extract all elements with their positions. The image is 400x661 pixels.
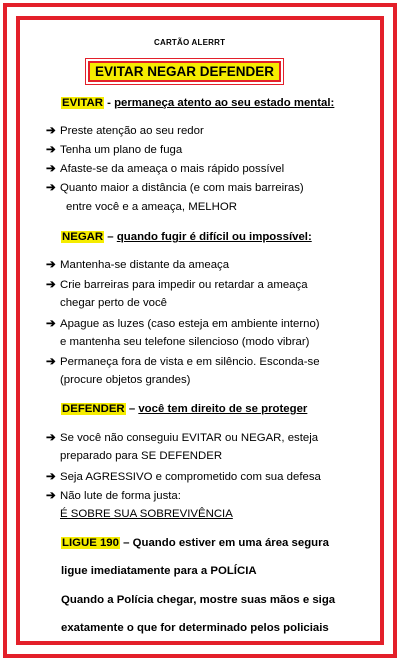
section-defender-heading xyxy=(61,403,307,415)
negar-desc: quando fugir é difícil ou impossível: xyxy=(116,231,312,243)
list-item-continuation: entre você e a ameaça, MELHOR xyxy=(66,201,237,213)
card-small-title: CARTÃO ALERRT xyxy=(154,38,226,47)
list-item-text: Permaneça fora de vista e em silêncio. Esconda-se xyxy=(60,356,320,368)
arrow-right-icon: ➔ xyxy=(46,144,56,156)
section-ligue-heading xyxy=(61,537,329,549)
defender-desc: você tem direito de se proteger xyxy=(138,403,308,415)
list-item-text: Não lute de forma justa: xyxy=(60,490,181,502)
list-item-text: Preste atenção ao seu redor xyxy=(60,125,204,137)
arrow-right-icon: ➔ xyxy=(46,318,56,330)
defender-sep: – xyxy=(125,403,139,415)
list-item xyxy=(46,317,320,331)
list-item-text: Tenha um plano de fuga xyxy=(60,144,183,156)
list-item-continuation: preparado para SE DEFENDER xyxy=(60,450,223,462)
arrow-right-icon: ➔ xyxy=(46,259,56,271)
list-item-text: Quanto maior a distância (e com mais barreiras) xyxy=(60,182,304,194)
arrow-right-icon: ➔ xyxy=(46,125,56,137)
list-item xyxy=(46,489,181,503)
evitar-desc: permaneça atento ao seu estado mental: xyxy=(114,97,335,109)
evitar-label: EVITAR xyxy=(62,97,103,109)
ligue-line4: exatamente o que for determinado pelos policiais xyxy=(61,622,329,634)
defender-label: DEFENDER xyxy=(62,403,125,415)
list-item xyxy=(46,258,229,272)
arrow-right-icon: ➔ xyxy=(46,182,56,194)
ligue-line3: Quando a Polícia chegar, mostre suas mãos e siga xyxy=(61,594,336,606)
list-item xyxy=(46,431,318,445)
list-item-continuation: e mantenha seu telefone silencioso (modo vibrar) xyxy=(60,336,310,348)
list-item-continuation: É SOBRE SUA SOBREVIVÊNCIA xyxy=(60,508,233,520)
arrow-right-icon: ➔ xyxy=(46,356,56,368)
list-item xyxy=(46,181,304,195)
ligue-line2: ligue imediatamente para a POLÍCIA xyxy=(61,565,257,577)
arrow-right-icon: ➔ xyxy=(46,471,56,483)
arrow-right-icon: ➔ xyxy=(46,163,56,175)
list-item-text: Seja AGRESSIVO e comprometido com sua defesa xyxy=(60,471,321,483)
section-evitar-heading xyxy=(61,97,334,109)
section-negar-heading xyxy=(61,231,312,243)
list-item xyxy=(46,278,308,292)
card-main-title: EVITAR NEGAR DEFENDER xyxy=(88,61,281,82)
list-item xyxy=(46,162,284,176)
list-item-continuation: chegar perto de você xyxy=(60,297,168,309)
arrow-right-icon: ➔ xyxy=(46,279,56,291)
list-item-text: Apague as luzes (caso esteja em ambiente interno) xyxy=(60,318,320,330)
ligue-line1: Quando estiver em uma área segura xyxy=(132,537,329,549)
arrow-right-icon: ➔ xyxy=(46,432,56,444)
list-item-text: Se você não conseguiu EVITAR ou NEGAR, esteja xyxy=(60,432,319,444)
arrow-right-icon: ➔ xyxy=(46,490,56,502)
negar-label: NEGAR xyxy=(62,231,104,243)
ligue-label: LIGUE 190 xyxy=(62,537,119,549)
list-item xyxy=(46,470,321,484)
list-item-continuation: (procure objetos grandes) xyxy=(60,374,191,386)
list-item xyxy=(46,124,204,138)
list-item-text: Crie barreiras para impedir ou retardar a ameaça xyxy=(60,279,308,291)
negar-sep: – xyxy=(104,231,117,243)
list-item-text: Afaste-se da ameaça o mais rápido possível xyxy=(60,163,285,175)
evitar-sep: - xyxy=(103,97,115,109)
list-item xyxy=(46,143,182,157)
list-item-text: Mantenha-se distante da ameaça xyxy=(60,259,230,271)
list-item xyxy=(46,355,320,369)
ligue-sep: – xyxy=(119,537,133,549)
